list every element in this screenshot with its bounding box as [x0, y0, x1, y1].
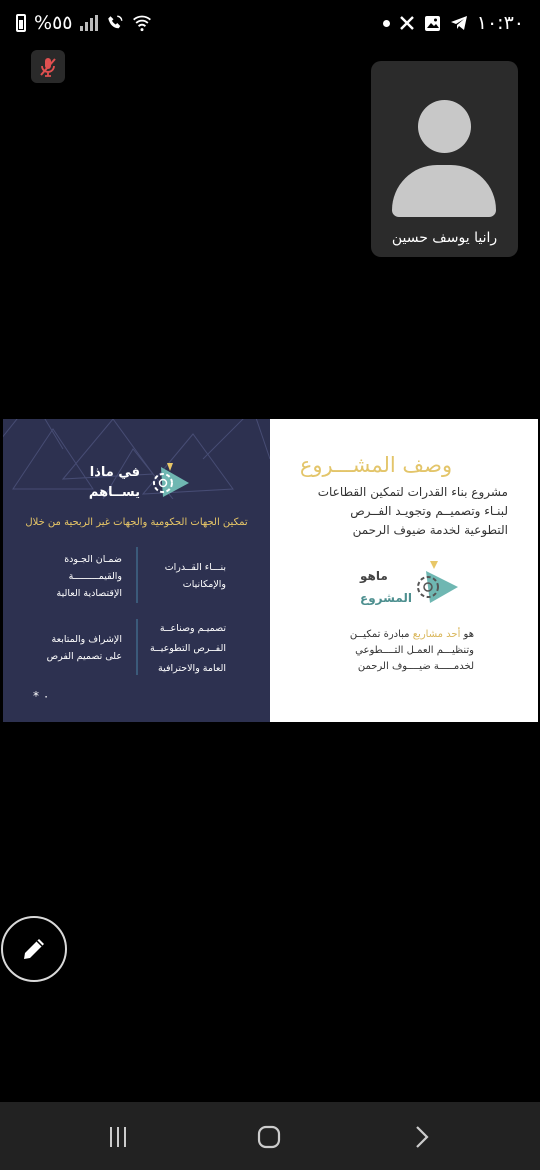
slide-left-heading	[89, 463, 140, 503]
slide-left-panel	[3, 419, 270, 722]
item-text: والقيمـــــــــة	[68, 571, 122, 582]
item-text: والإمكانيات	[182, 579, 226, 590]
footer-mark: * ٠	[33, 689, 50, 703]
back-icon	[409, 1125, 433, 1149]
body-rest: مبادرة تمكيــن	[349, 629, 413, 640]
project-body	[310, 627, 474, 675]
back-button[interactable]	[408, 1124, 434, 1150]
item-quality	[57, 551, 122, 602]
gear-icon	[408, 559, 460, 607]
avatar-body	[392, 165, 496, 217]
item-capacity	[165, 559, 226, 593]
gallery-icon	[424, 15, 441, 32]
item-text: ضمـان الجـودة	[64, 554, 122, 565]
home-icon	[257, 1125, 281, 1149]
mic-off-icon	[38, 56, 58, 78]
item-text: تصميـم وصناعــة	[159, 623, 226, 634]
item-text: الإقتصادية العالية	[56, 588, 122, 599]
item-text: العامة والاحترافية	[158, 663, 226, 674]
recent-apps-button[interactable]	[105, 1124, 131, 1150]
project-label: ماهو	[360, 569, 388, 583]
wifi-icon	[132, 14, 152, 32]
heading-line2: يســاهم	[88, 485, 140, 500]
desc-line: التطوعية لخدمة ضيوف الرحمن	[352, 523, 508, 537]
wifi-call-icon	[106, 14, 124, 32]
home-button[interactable]	[256, 1124, 282, 1150]
avatar	[418, 100, 471, 153]
desc-line: مشروع بناء القدرات لتمكين القطاعات	[317, 485, 508, 499]
gear-icon	[143, 457, 191, 503]
participant-tile[interactable]	[371, 61, 518, 257]
slide-right-panel	[270, 419, 538, 722]
telegram-icon	[450, 15, 468, 31]
status-bar	[0, 0, 540, 50]
signal-icon	[80, 15, 98, 31]
desc-line: لبنـاء وتصميــم وتجويـد الفــرص	[350, 504, 508, 518]
item-text: بنـــاء القــدرات	[164, 562, 226, 573]
item-text: الإشراف والمتابعة	[51, 634, 122, 645]
notification-dot-icon	[383, 20, 390, 27]
slide-title: وصف المشـــروع	[299, 453, 453, 477]
status-left	[16, 12, 152, 34]
slide-left-subheading: تمكين الجهات الحكومية والجهات غير الربحية من خلال	[25, 517, 248, 528]
body-highlight: أحد مشاريع	[412, 629, 461, 640]
body-line: لخدمـــــة ضيــــوف الرحمن	[357, 661, 474, 672]
item-text: على تصميم الفرص	[46, 651, 122, 662]
system-navigation-bar	[0, 1102, 540, 1170]
item-text: الفــرص التطوعيــة	[150, 643, 226, 654]
edit-button[interactable]	[1, 916, 67, 982]
heading-line1: في ماذا	[89, 465, 140, 480]
shared-screen[interactable]	[3, 419, 538, 722]
x-app-icon	[399, 15, 415, 31]
body-line	[310, 627, 474, 643]
status-right	[383, 12, 524, 34]
battery-percent: %٥٥	[34, 12, 73, 34]
divider	[136, 619, 138, 675]
recent-apps-icon	[106, 1125, 130, 1149]
slide-description	[292, 483, 508, 540]
pencil-icon	[20, 935, 48, 963]
body-line: وتنظيـــم العمـل التــــطوعي	[355, 645, 474, 656]
project-label-sub: المشروع	[360, 591, 412, 605]
item-design	[150, 619, 226, 679]
clock: ١٠:٣٠	[476, 12, 524, 34]
item-supervision	[47, 631, 122, 665]
mic-muted-button[interactable]	[31, 50, 65, 83]
battery-icon	[16, 14, 26, 32]
divider	[136, 547, 138, 603]
participant-name: رانيا يوسف حسين	[391, 230, 498, 246]
body-prefix: هو	[460, 629, 474, 640]
